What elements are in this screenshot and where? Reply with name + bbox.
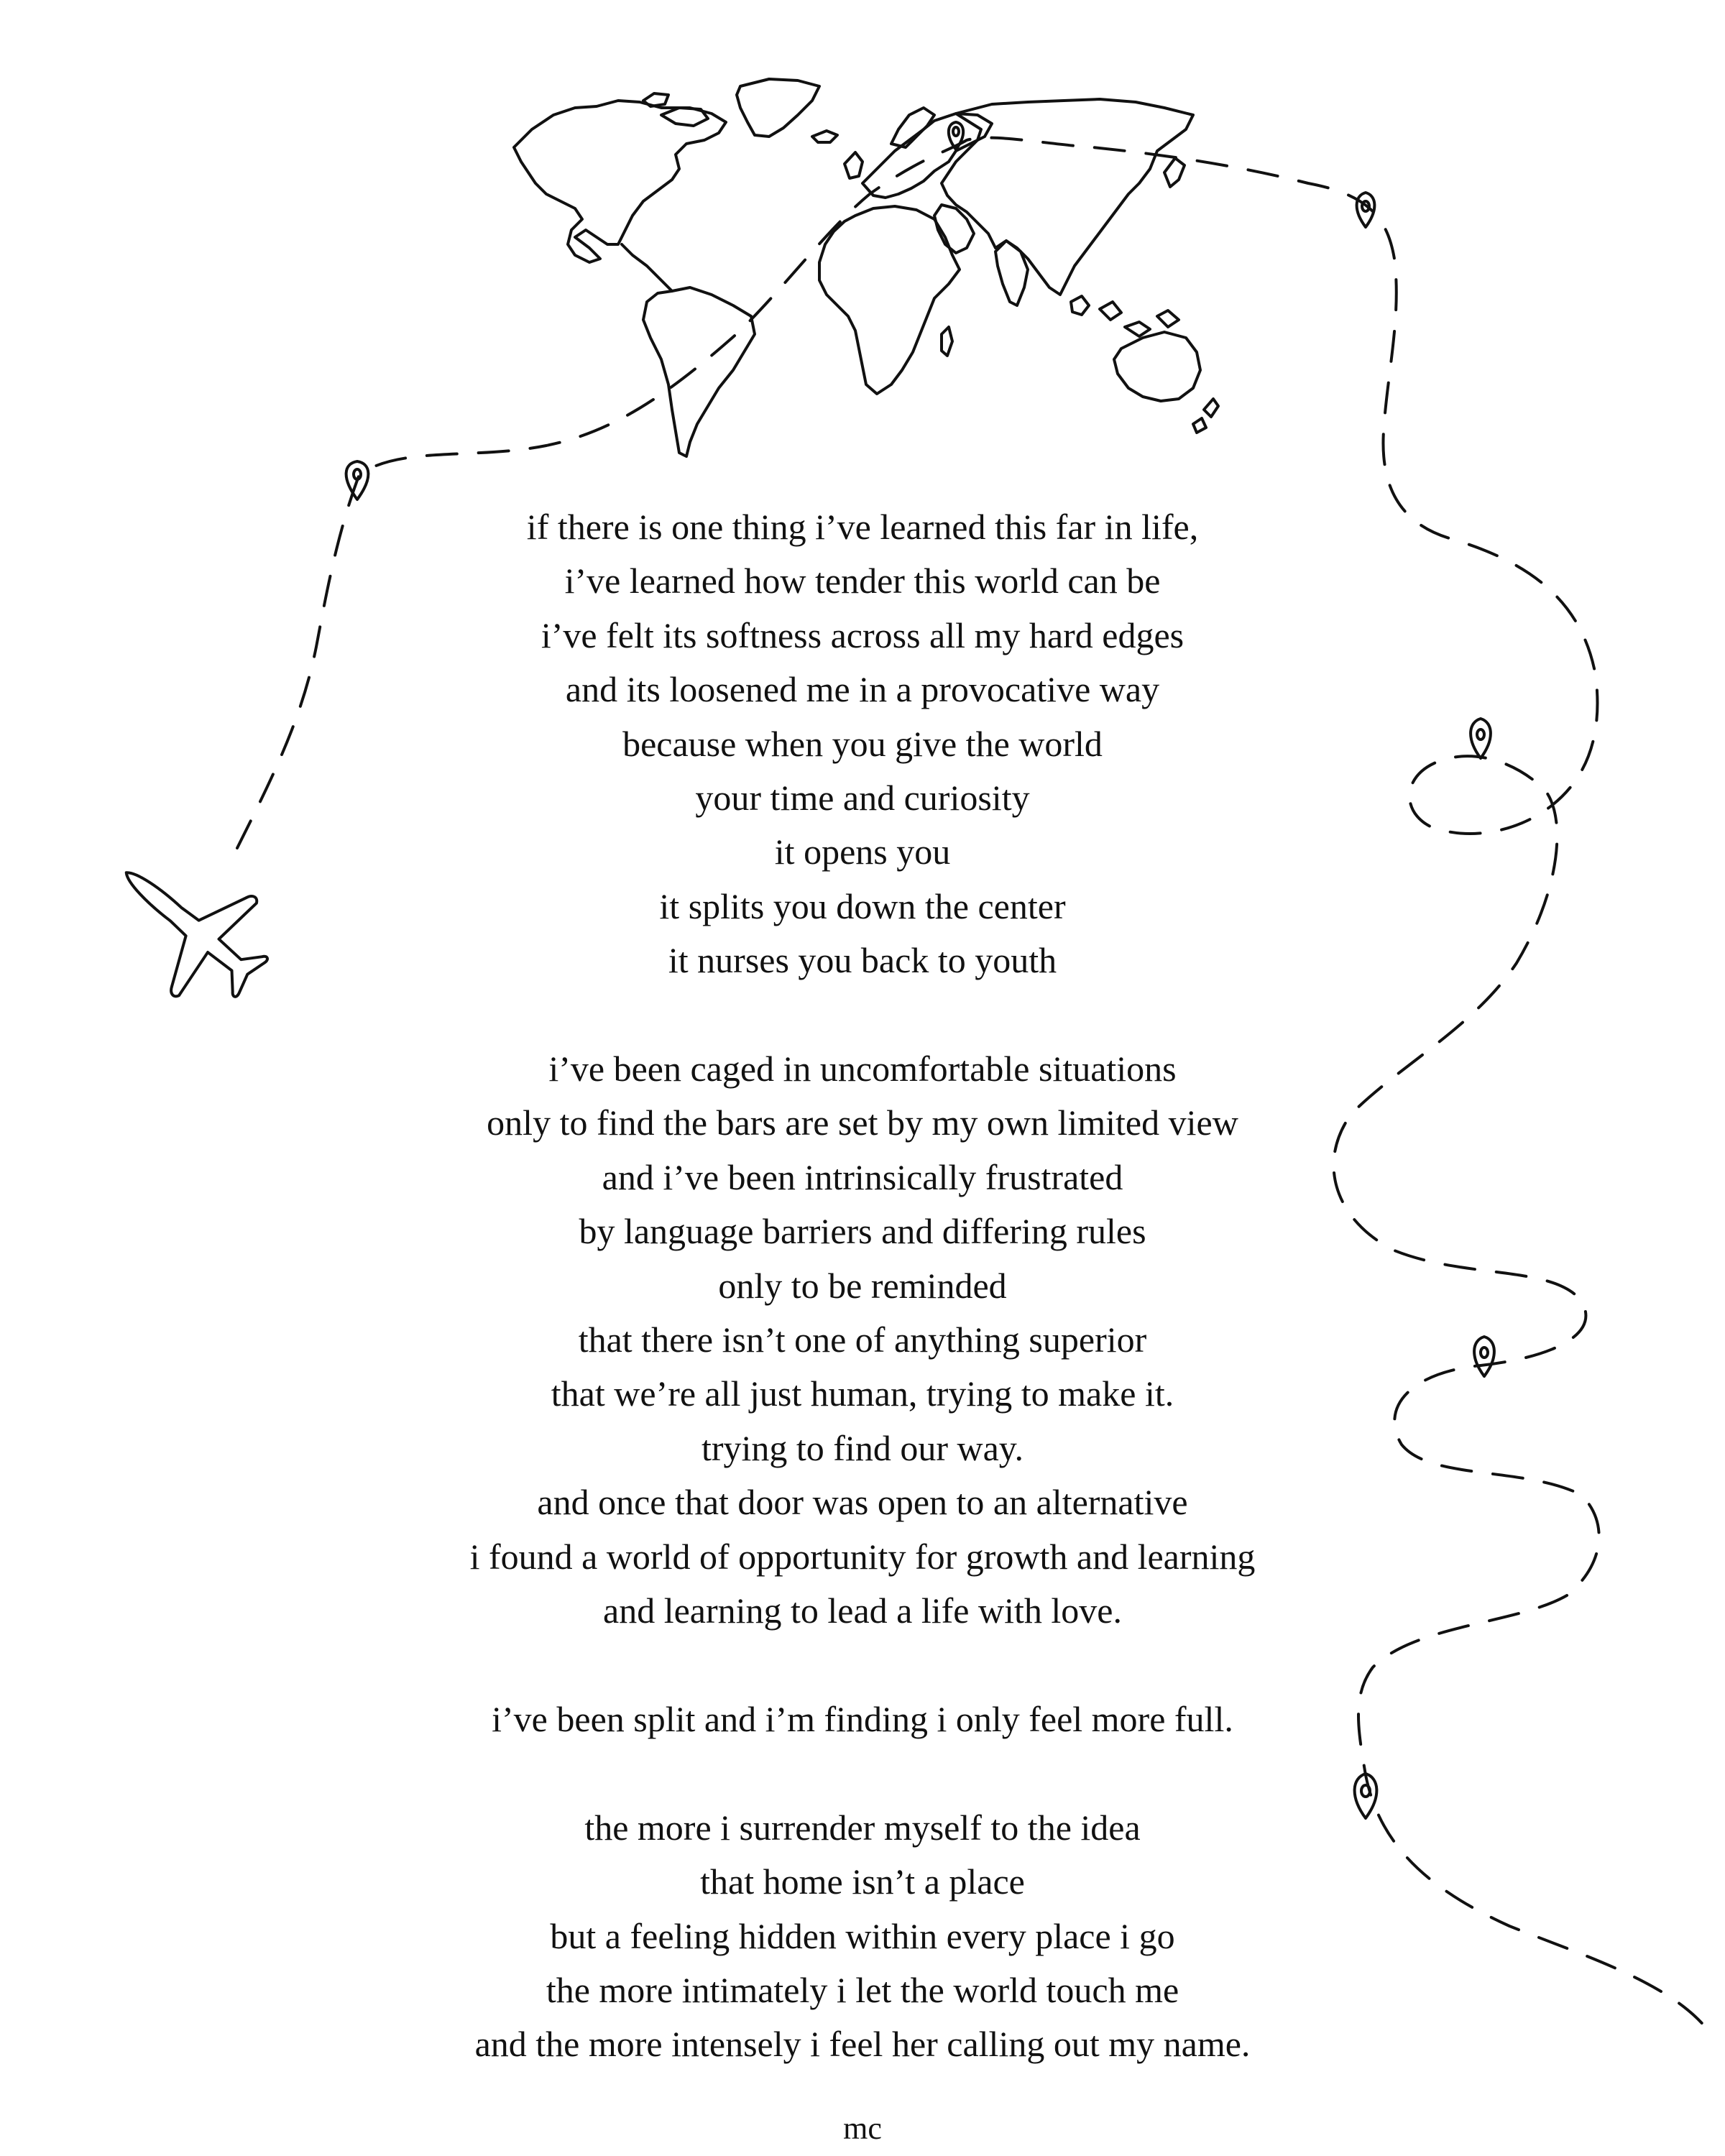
map-pin-icon (1474, 1337, 1494, 1376)
airplane-icon (86, 824, 293, 1027)
poem-line: only to be reminded (718, 1265, 1007, 1306)
poem-line: and learning to lead a life with love. (603, 1590, 1122, 1631)
poem-line: and its loosened me in a provocative way (565, 669, 1160, 710)
poem-stanza-2 (288, 1042, 1438, 1638)
poem-line: it nurses you back to youth (668, 940, 1057, 981)
poem-line: it opens you (774, 831, 951, 872)
poem-stanza-4 (288, 1801, 1438, 2072)
poem-line: by language barriers and differing rules (579, 1211, 1146, 1252)
poem-text (288, 500, 1438, 2126)
poem-line: the more i surrender myself to the idea (584, 1807, 1141, 1848)
poem-line: that we’re all just human, trying to make it. (551, 1373, 1174, 1414)
poem-line: but a feeling hidden within every place i go (550, 1915, 1175, 1956)
poem-line: i’ve learned how tender this world can be (564, 561, 1161, 602)
poem-stanza-1 (288, 500, 1438, 988)
poem-stanza-3 (288, 1692, 1438, 1746)
poem-line: your time and curiosity (695, 778, 1030, 819)
poem-line: that there isn’t one of anything superior (578, 1319, 1147, 1360)
poem-line: i’ve been split and i’m finding i only feel more full. (492, 1698, 1233, 1739)
poem-line: and once that door was open to an alternative (537, 1482, 1188, 1523)
poem-line: it splits you down the center (659, 885, 1066, 926)
map-pin-icon (1471, 719, 1491, 758)
poem-line: i found a world of opportunity for growth and learning (469, 1536, 1256, 1577)
poem-line: i’ve been caged in uncomfortable situations (548, 1049, 1177, 1089)
poem-line: and the more intensely i feel her calling out my name. (474, 2024, 1251, 2065)
world-map-icon (514, 79, 1218, 456)
poem-line: the more intimately i let the world touch me (546, 1969, 1179, 2010)
poem-line: i’ve felt its softness across all my hard edges (540, 614, 1184, 655)
map-pin-icon (346, 461, 369, 499)
poem-line: and i’ve been intrinsically frustrated (602, 1156, 1123, 1197)
poem-line: trying to find our way. (701, 1427, 1024, 1468)
poem-line: because when you give the world (622, 723, 1103, 764)
signature: mc (843, 2111, 882, 2146)
poem-line: only to find the bars are set by my own limited view (487, 1102, 1238, 1143)
poem-line: that home isn’t a place (700, 1861, 1025, 1902)
poem-line: if there is one thing i’ve learned this far in life, (526, 507, 1199, 547)
